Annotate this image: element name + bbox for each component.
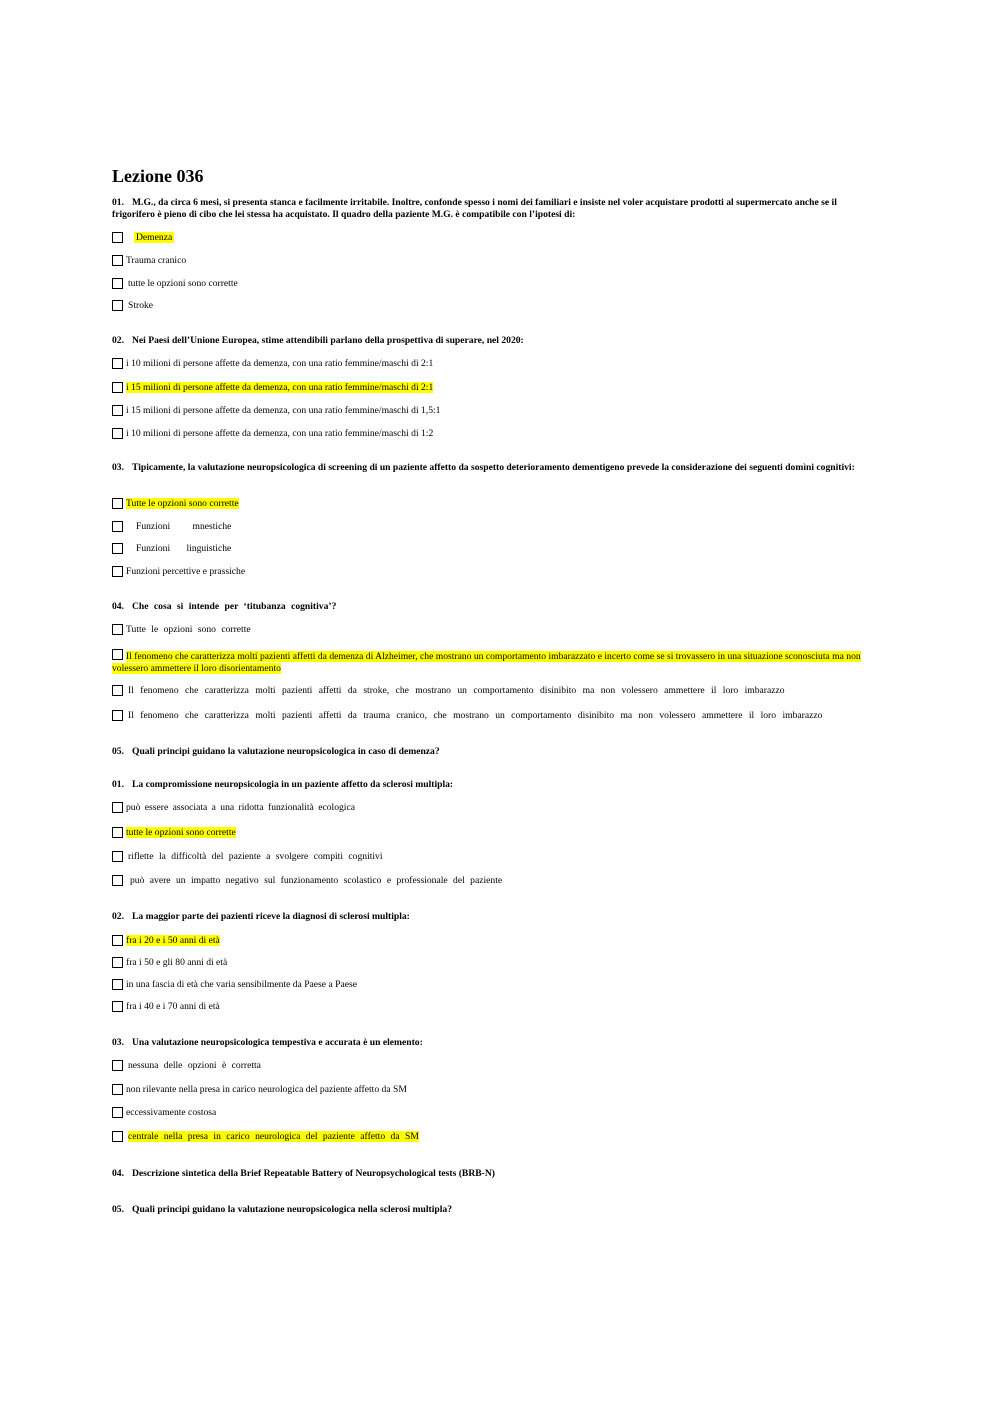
answer-option[interactable]: fra i 40 e i 70 anni di età	[112, 1001, 882, 1013]
page-title: Lezione 036	[112, 166, 204, 186]
checkbox[interactable]	[112, 1060, 123, 1071]
checkbox[interactable]	[112, 428, 123, 439]
question-text: 03. Tipicamente, la valutazione neuropsicologica di screening di un paziente affetto da sospetto deterioramento dementigeno prevede la considerazione dei seguenti domìni cognitivi:	[112, 462, 855, 473]
checkbox[interactable]	[112, 521, 123, 532]
checkbox[interactable]	[112, 851, 123, 862]
answer-option[interactable]: fra i 20 e i 50 anni di età	[112, 935, 882, 947]
answer-option[interactable]: i 10 milioni di persone affette da demenza, con una ratio femmine/maschi di 1:2	[112, 428, 882, 440]
answer-option[interactable]: può avere un impatto negativo sul funzionamento scolastico e professionale del paziente	[112, 875, 882, 887]
answer-option[interactable]: Il fenomeno che caratterizza molti pazienti affetti da trauma cranico, che mostrano un comportamento disinibito ma non volessero ammettere il loro imbarazzo	[112, 710, 882, 722]
checkbox[interactable]	[112, 827, 123, 838]
checkbox[interactable]	[112, 1131, 123, 1142]
answer-option[interactable]: tutte le opzioni sono corrette	[112, 278, 882, 290]
checkbox[interactable]	[112, 300, 123, 311]
answer-option[interactable]: Tutte le opzioni sono corrette	[112, 498, 882, 510]
answer-option[interactable]: Il fenomeno che caratterizza molti pazienti affetti da demenza di Alzheimer, che mostrano un comportamento imbarazzato e incerto come se si trovassero in una situazione sconosciuta ma non volessero ammettere il loro disorientamento	[112, 651, 861, 674]
question-text: 01. La compromissione neuropsicologia in un paziente affetto da sclerosi multipla:	[112, 779, 454, 790]
checkbox[interactable]	[112, 382, 123, 393]
answer-option[interactable]: Demenza	[112, 232, 882, 244]
checkbox[interactable]	[112, 685, 123, 696]
answer-option[interactable]: non rilevante nella presa in carico neurologica del paziente affetto da SM	[112, 1084, 882, 1096]
answer-option[interactable]: Funzioni linguistiche	[112, 543, 882, 555]
answer-option[interactable]: può essere associata a una ridotta funzionalità ecologica	[112, 802, 882, 814]
checkbox[interactable]	[112, 358, 123, 369]
checkbox[interactable]	[112, 802, 123, 813]
question-text: 04. Che cosa si intende per ‘titubanza cognitiva’?	[112, 601, 337, 612]
checkbox[interactable]	[112, 498, 123, 509]
checkbox[interactable]	[112, 710, 123, 721]
checkbox[interactable]	[112, 624, 123, 635]
checkbox[interactable]	[112, 405, 123, 416]
question-text: 04. Descrizione sintetica della Brief Repeatable Battery of Neuropsychological tests (BRB-N)	[112, 1168, 495, 1179]
question-text: 01. M.G., da circa 6 mesi, si presenta stanca e facilmente irritabile. Inoltre, confonde spesso i nomi dei familiari e insiste nel voler acquistare prodotti al supermercato anche se il frigorifero è pieno di cibo che lei stessa ha acquistato. Il quadro della paziente M.G. è compatibile con l’ipotesi di:	[112, 197, 837, 220]
checkbox[interactable]	[112, 232, 123, 243]
question-text: 02. Nei Paesi dell’Unione Europea, stime attendibili parlano della prospettiva di superare, nel 2020:	[112, 335, 524, 346]
answer-option[interactable]: riflette la difficoltà del paziente a svolgere compiti cognitivi	[112, 851, 882, 863]
checkbox[interactable]	[112, 566, 123, 577]
answer-option[interactable]: nessuna delle opzioni è corretta	[112, 1060, 882, 1072]
answer-option[interactable]: Funzioni mnestiche	[112, 521, 882, 533]
answer-option[interactable]: i 15 milioni di persone affette da demenza, con una ratio femmine/maschi di 1,5:1	[112, 405, 882, 417]
checkbox[interactable]	[112, 1107, 123, 1118]
question-text: 05. Quali principi guidano la valutazione neuropsicologica in caso di demenza?	[112, 746, 440, 757]
answer-option[interactable]: Il fenomeno che caratterizza molti pazienti affetti da stroke, che mostrano un comportamento disinibito ma non volessero ammettere il loro imbarazzo	[112, 685, 882, 697]
answer-option[interactable]: in una fascia di età che varia sensibilmente da Paese a Paese	[112, 979, 882, 991]
checkbox[interactable]	[112, 935, 123, 946]
answer-option[interactable]: tutte le opzioni sono corrette	[112, 827, 882, 839]
checkbox[interactable]	[112, 649, 123, 660]
checkbox[interactable]	[112, 1001, 123, 1012]
question-text: 02. La maggior parte dei pazienti riceve la diagnosi di sclerosi multipla:	[112, 911, 410, 922]
answer-option[interactable]: Funzioni percettive e prassiche	[112, 566, 882, 578]
checkbox[interactable]	[112, 1084, 123, 1095]
checkbox[interactable]	[112, 278, 123, 289]
checkbox[interactable]	[112, 255, 123, 266]
checkbox[interactable]	[112, 979, 123, 990]
answer-option[interactable]: centrale nella presa in carico neurologica del paziente affetto da SM	[112, 1131, 882, 1143]
answer-option[interactable]: i 10 milioni di persone affette da demenza, con una ratio femmine/maschi di 2:1	[112, 358, 882, 370]
answer-option[interactable]: Tutte le opzioni sono corrette	[112, 624, 882, 636]
checkbox[interactable]	[112, 543, 123, 554]
checkbox[interactable]	[112, 957, 123, 968]
answer-option[interactable]: Trauma cranico	[112, 255, 882, 267]
question-text: 05. Quali principi guidano la valutazione neuropsicologica nella sclerosi multipla?	[112, 1204, 453, 1215]
answer-option[interactable]: fra i 50 e gli 80 anni di età	[112, 957, 882, 969]
checkbox[interactable]	[112, 875, 123, 886]
answer-option[interactable]: Stroke	[112, 300, 882, 312]
answer-option[interactable]: i 15 milioni di persone affette da demenza, con una ratio femmine/maschi di 2:1	[112, 382, 882, 394]
question-text: 03. Una valutazione neuropsicologica tempestiva e accurata è un elemento:	[112, 1037, 423, 1048]
answer-option[interactable]: eccessivamente costosa	[112, 1107, 882, 1119]
